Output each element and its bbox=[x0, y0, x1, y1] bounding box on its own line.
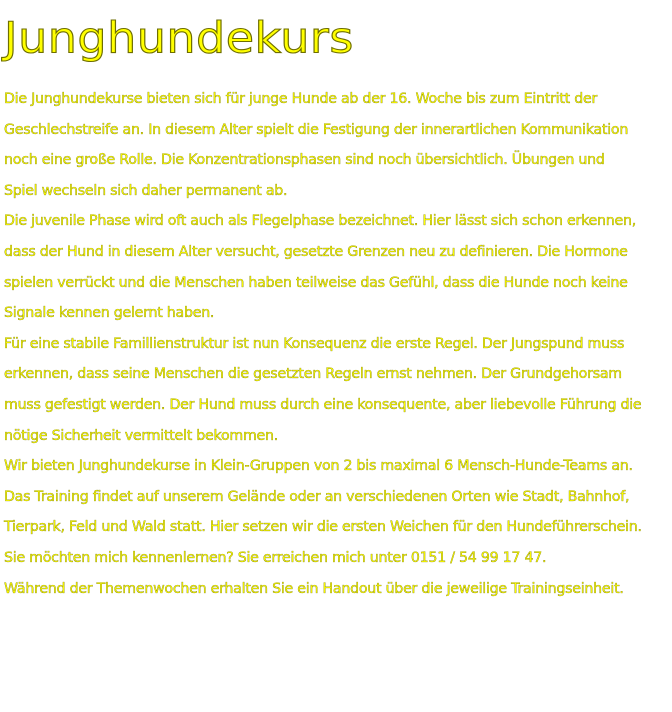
text-line: Während der Themenwochen erhalten Sie ein Handout über die jeweilige Trainingseinheit. bbox=[4, 580, 624, 597]
text-line: Wir bieten Junghundekurse in Klein-Gruppen von 2 bis maximal 6 Mensch-Hunde-Teams an. bbox=[4, 458, 633, 475]
text-line: dass der Hund in diesem Alter versucht, gesetzte Grenzen neu zu definieren. Die Hormone bbox=[4, 243, 628, 260]
text-line: spielen verrückt und die Menschen haben teilweise das Gefühl, dass die Hunde noch keine bbox=[4, 274, 628, 291]
text-line: Die Junghundekurse bieten sich für junge Hunde ab der 16. Woche bis zum Eintritt der bbox=[4, 91, 598, 107]
course-description bbox=[4, 84, 670, 604]
text-line: Das Training findet auf unserem Gelände oder an verschiedenen Orten wie Stadt, Bahnhof, bbox=[4, 488, 630, 505]
text-line: erkennen, dass seine Menschen die gesetzten Regeln ernst nehmen. Der Grundgehorsam bbox=[4, 366, 622, 383]
text-line: Für eine stabile Famillienstruktur ist nun Konsequenz die erste Regel. Der Jungspund muss bbox=[4, 335, 625, 352]
text-line: nötige Sicherheit vermittelt bekommen. bbox=[4, 427, 279, 444]
page-title: Junghundekurs bbox=[4, 13, 354, 63]
text-line: Tierpark, Feld und Wald statt. Hier setzen wir die ersten Weichen für den Hundeführerschein. bbox=[4, 519, 642, 536]
text-line: muss gefestigt werden. Der Hund muss durch eine konsequente, aber liebevolle Führung die bbox=[4, 396, 642, 413]
text-line: Spiel wechseln sich daher permanent ab. bbox=[4, 182, 288, 199]
text-line: Geschlechstreife an. In diesem Alter spielt die Festigung der innerartlichen Kommunikation bbox=[4, 121, 629, 138]
text-line: Sie möchten mich kennenlernen? Sie erreichen mich unter 0151 / 54 99 17 47. bbox=[4, 549, 547, 566]
text-line: Signale kennen gelernt haben. bbox=[4, 305, 215, 322]
text-line: Die juvenile Phase wird oft auch als Flegelphase bezeichnet. Hier lässt sich schon erkennen, bbox=[4, 213, 636, 230]
text-line: noch eine große Rolle. Die Konzentrationsphasen sind noch übersichtlich. Übungen und bbox=[4, 152, 605, 169]
